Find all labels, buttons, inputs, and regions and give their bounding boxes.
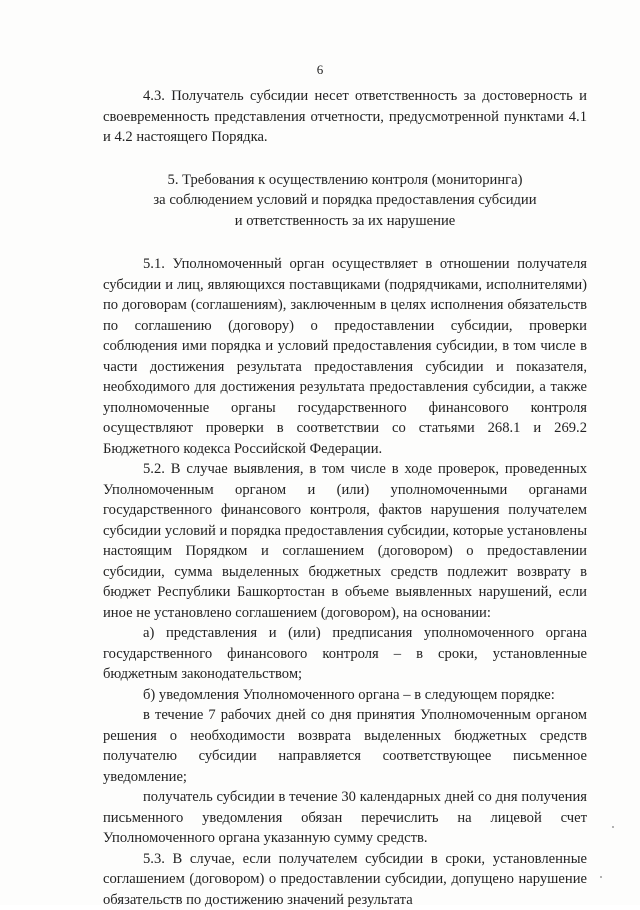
document-body — [103, 86, 587, 910]
section-5-heading-line-2: за соблюдением условий и порядка предоставления субсидии — [103, 190, 587, 211]
paragraph-5-2-b-1: в течение 7 рабочих дней со дня принятия Уполномоченным органом решения о необходимости возврата выделенных бюджетных средств получателю субсидии направляется соответствующее письменное уведомление; — [103, 705, 587, 787]
paragraph-4-3: 4.3. Получатель субсидии несет ответственность за достоверность и своевременность представления отчетности, предусмотренной пунктами 4.1 и 4.2 настоящего Порядка. — [103, 86, 587, 148]
paragraph-5-2-b: б) уведомления Уполномоченного органа – в следующем порядке: — [103, 685, 587, 706]
paragraph-5-2-a: а) представления и (или) предписания уполномоченного органа государственного финансового контроля – в сроки, установленные бюджетным законодательством; — [103, 623, 587, 685]
paragraph-5-2-b-2: получатель субсидии в течение 30 календарных дней со дня получения письменного уведомления обязан перечислить на лицевой счет Уполномоченного органа указанную сумму средств. — [103, 787, 587, 849]
scan-speck — [612, 826, 614, 828]
paragraph-5-1: 5.1. Уполномоченный орган осуществляет в отношении получателя субсидии и лиц, являющихся поставщиками (подрядчиками, исполнителями) по договорам (соглашениям), заключенным в целях исполнения обязательств по соглашению (договору) о предоставлении субсидии, проверки соблюдения ими порядка и условий предоставления субсидии, в том числе в части достижения результата предоставления субсидии и показателя, необходимого для достижения результата предоставления субсидии, а также уполномоченные органы государственного финансового контроля осуществляют проверки в соответствии со статьями 268.1 и 269.2 Бюджетного кодекса Российской Федерации. — [103, 254, 587, 459]
paragraph-5-3: 5.3. В случае, если получателем субсидии в сроки, установленные соглашением (договором) о предоставлении субсидии, допущено нарушение обязательств по достижению значений результата — [103, 849, 587, 910]
scan-speck — [600, 876, 602, 878]
section-5-heading — [103, 170, 587, 232]
page-number: 6 — [0, 62, 640, 78]
paragraph-5-2: 5.2. В случае выявления, в том числе в ходе проверок, проведенных Уполномоченным органом и (или) уполномоченными органами государственного финансового контроля, фактов нарушения получателем субсидии условий и порядка предоставления субсидии, которые установлены настоящим Порядком и соглашением (договором) о предоставлении субсидии, сумма выделенных бюджетных средств подлежит возврату в бюджет Республики Башкортостан в объеме выявленных нарушений, если иное не установлено соглашением (договором), на основании: — [103, 459, 587, 623]
section-5-heading-line-3: и ответственность за их нарушение — [103, 211, 587, 232]
section-5-heading-line-1: 5. Требования к осуществлению контроля (мониторинга) — [103, 170, 587, 191]
